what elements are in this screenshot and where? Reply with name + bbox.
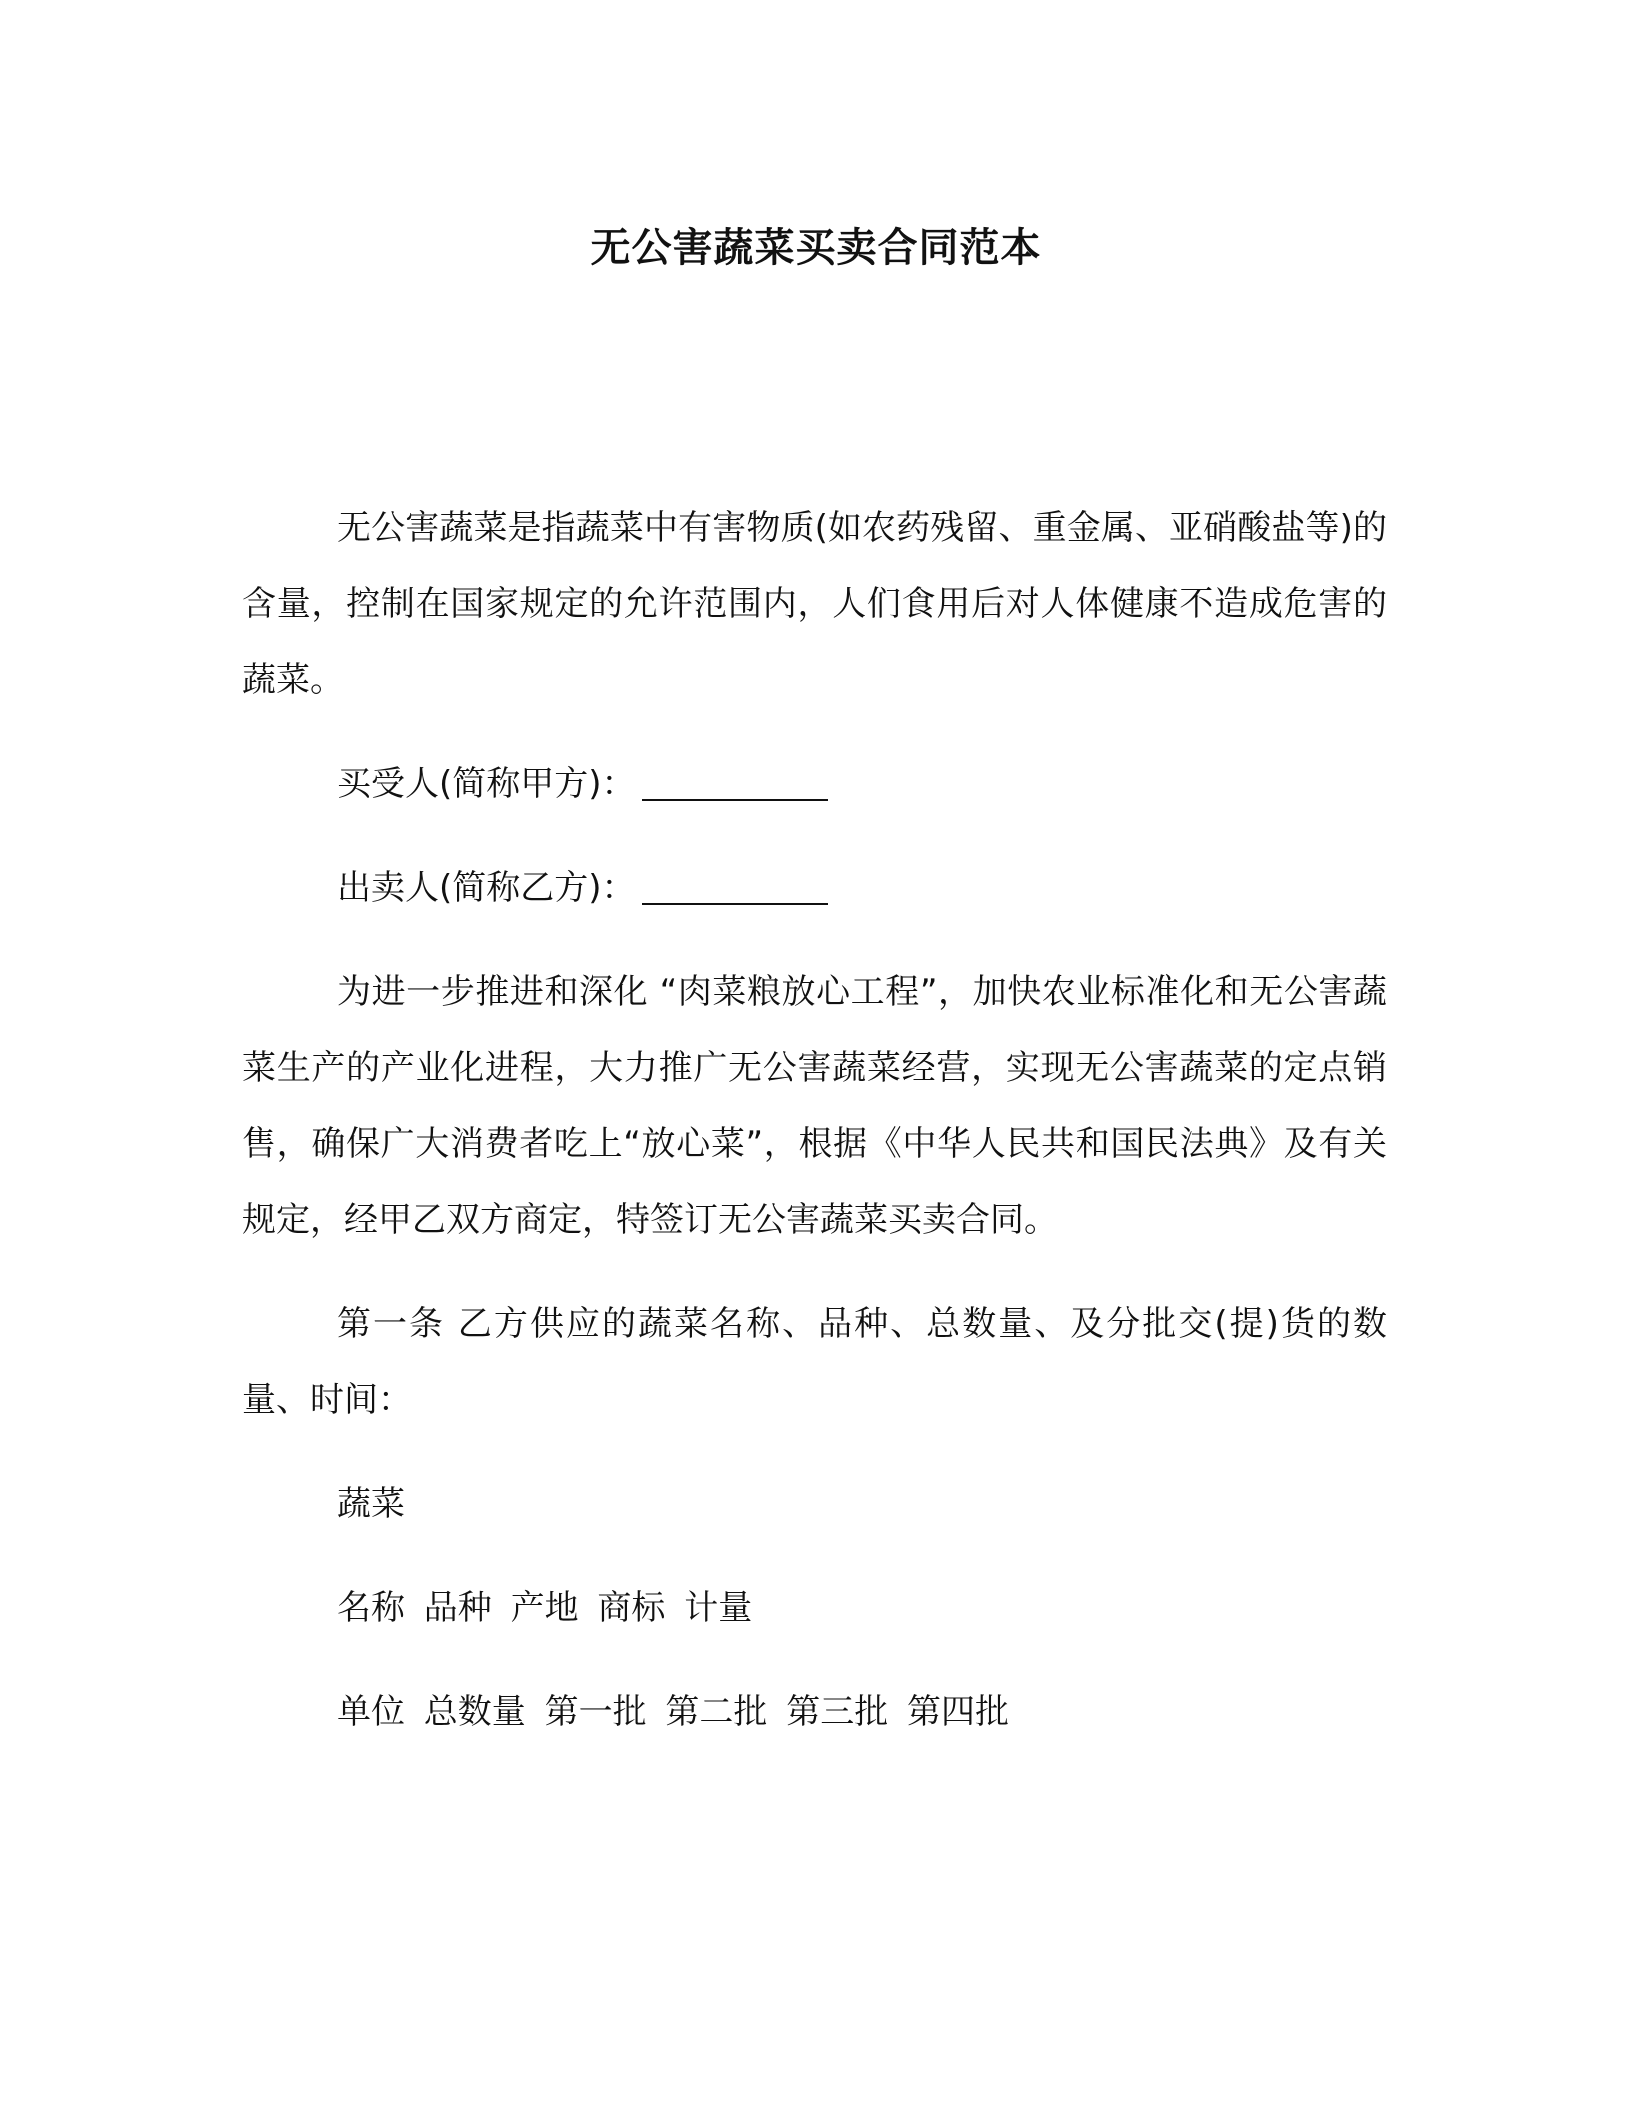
table-line-3: 单位 总数量 第一批 第二批 第三批 第四批 [337,1692,1010,1732]
seller-blank-field [642,869,828,905]
article-1-paragraph: 第一条 乙方供应的蔬菜名称、品种、总数量、及分批交(提)货的数量、时间： [242,1304,1387,1420]
intro-paragraph: 无公害蔬菜是指蔬菜中有害物质(如农药残留、重金属、亚硝酸盐等)的含量，控制在国家规定的允许范围内，人们食用后对人体健康不造成危害的蔬菜。 [242,508,1387,700]
buyer-line [242,746,1387,822]
table-line-1: 蔬菜 [337,1484,405,1524]
buyer-blank-field [642,765,828,801]
seller-line [242,850,1387,926]
table-line-2: 名称 品种 产地 商标 计量 [337,1588,753,1628]
seller-label: 出卖人(简称乙方)： [337,868,636,908]
document-title: 无公害蔬菜买卖合同范本 [590,225,1042,271]
document-body [242,490,1387,1778]
purpose-paragraph: 为进一步推进和深化 “肉菜粮放心工程”，加快农业标准化和无公害蔬菜生产的产业化进程，大力推广无公害蔬菜经营，实现无公害蔬菜的定点销售，确保广大消费者吃上“放心菜”，根据《中华人民共和国民法典》及有关规定，经甲乙双方商定，特签订无公害蔬菜买卖合同。 [242,972,1387,1240]
buyer-label: 买受人(简称甲方)： [337,764,636,804]
